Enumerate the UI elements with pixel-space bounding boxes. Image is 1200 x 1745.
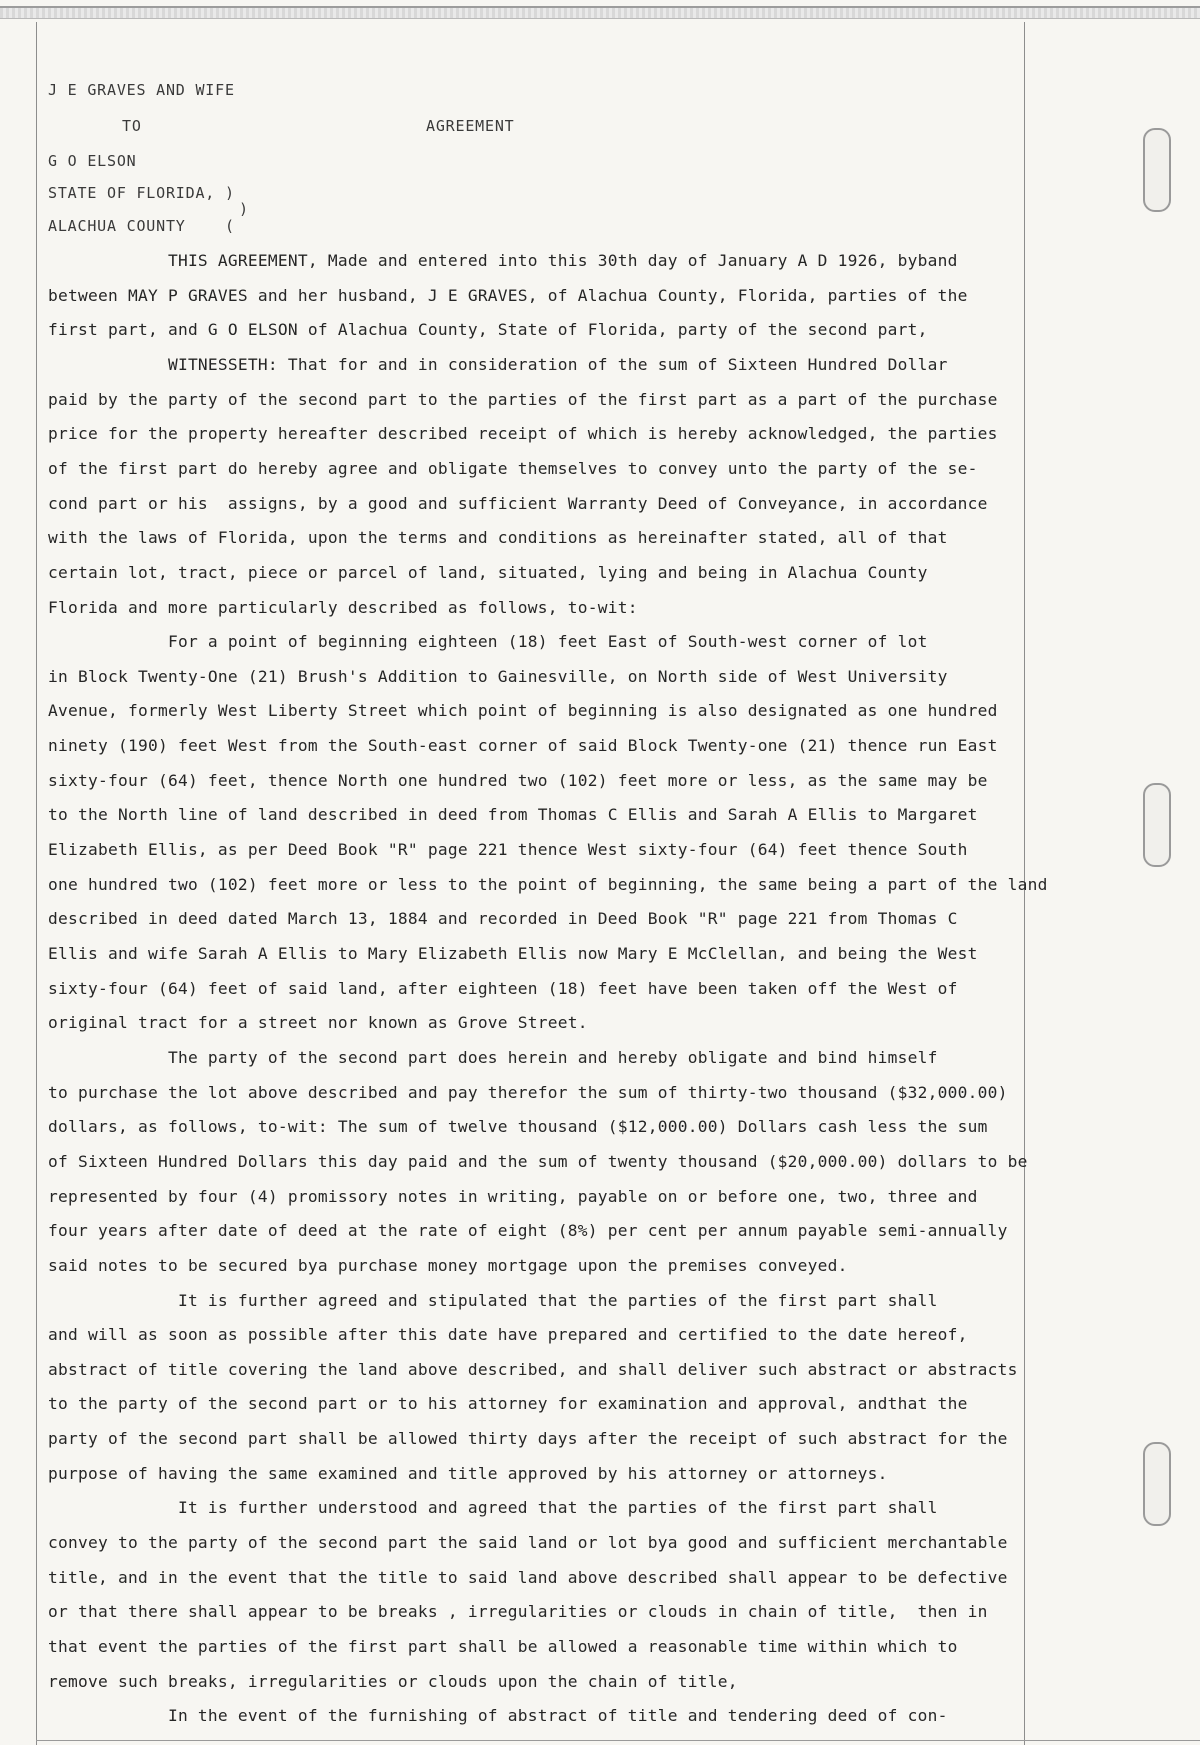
body-line: of Sixteen Hundred Dollars this day paid and the sum of twenty thousand ($20,000.00) dollars to be — [48, 1151, 1028, 1171]
body-line: or that there shall appear to be breaks , irregularities or clouds in chain of title, then in — [48, 1602, 988, 1622]
body-line: cond part or his assigns, by a good and sufficient Warranty Deed of Conveyance, in accordance — [48, 493, 988, 513]
to-word: TO — [122, 117, 142, 135]
body-line: title, and in the event that the title to said land above described shall appear to be defective — [48, 1567, 1008, 1587]
body-line: between MAY P GRAVES and her husband, J E GRAVES, of Alachua County, Florida, parties of the — [48, 285, 968, 305]
body-line: with the laws of Florida, upon the terms and conditions as hereinafter stated, all of that — [48, 528, 948, 548]
left-margin-line — [36, 22, 37, 1745]
body-line: Avenue, formerly West Liberty Street which point of beginning is also designated as one hundred — [48, 701, 998, 721]
binder-hole-middle — [1143, 783, 1171, 867]
body-line: THIS AGREEMENT, Made and entered into this 30th day of January A D 1926, byband — [48, 251, 958, 270]
body-line: paid by the party of the second part to the parties of the first part as a part of the purchase — [48, 389, 998, 409]
body-line: that event the parties of the first part shall be allowed a reasonable time within which to — [48, 1637, 958, 1656]
body-line: remove such breaks, irregularities or clouds upon the chain of title, — [48, 1671, 738, 1691]
binder-hole-top — [1143, 128, 1171, 212]
body-line: It is further understood and agreed that the parties of the first part shall — [48, 1498, 938, 1518]
body-line: Elizabeth Ellis, as per Deed Book "R" page 221 thence West sixty-four (64) feet thence South — [48, 840, 968, 860]
body-line: four years after date of deed at the rate of eight (8%) per cent per annum payable semi-annually — [48, 1221, 1008, 1241]
body-line: to the North line of land described in deed from Thomas C Ellis and Sarah A Ellis to Margaret — [48, 805, 978, 825]
body-line: described in deed dated March 13, 1884 and recorded in Deed Book "R" page 221 from Thomas C — [48, 909, 958, 929]
bottom-border — [36, 1740, 1200, 1741]
party-to: G O ELSON — [48, 152, 137, 170]
county-line: ALACHUA COUNTY ( — [48, 217, 235, 235]
top-border — [0, 6, 1200, 19]
body-line: and will as soon as possible after this date have prepared and certified to the date hereof, — [48, 1325, 968, 1345]
body-line: certain lot, tract, piece or parcel of land, situated, lying and being in Alachua County — [48, 562, 928, 582]
body-line: ninety (190) feet West from the South-east corner of said Block Twenty-one (21) thence run East — [48, 736, 998, 756]
body-line: to the party of the second part or to his attorney for examination and approval, andthat the — [48, 1394, 968, 1414]
body-line: In the event of the furnishing of abstract of title and tendering deed of con- — [48, 1706, 948, 1726]
body-line: abstract of title covering the land above described, and shall deliver such abstract or abstracts — [48, 1359, 1018, 1379]
body-line: party of the second part shall be allowed thirty days after the receipt of such abstract for the — [48, 1429, 1008, 1449]
state-line: STATE OF FLORIDA, ) — [48, 184, 235, 202]
document-type: AGREEMENT — [426, 117, 515, 135]
body-line: price for the property hereafter described receipt of which is hereby acknowledged, the parties — [48, 424, 998, 444]
body-line: in Block Twenty-One (21) Brush's Addition to Gainesville, on North side of West University — [48, 666, 948, 686]
body-line: first part, and G O ELSON of Alachua County, State of Florida, party of the second part, — [48, 320, 928, 340]
body-line: Ellis and wife Sarah A Ellis to Mary Elizabeth Ellis now Mary E McClellan, and being the West — [48, 944, 978, 963]
body-line: to purchase the lot above described and pay therefor the sum of thirty-two thousand ($32,000.00) — [48, 1082, 1008, 1102]
body-line: dollars, as follows, to-wit: The sum of twelve thousand ($12,000.00) Dollars cash less the sum — [48, 1117, 988, 1137]
body-line: sixty-four (64) feet of said land, after eighteen (18) feet have been taken off the West of — [48, 978, 958, 998]
body-line: The party of the second part does herein and hereby obligate and bind himself — [48, 1047, 938, 1067]
body-line: represented by four (4) promissory notes in writing, payable on or before one, two, three and — [48, 1186, 978, 1206]
body-line: For a point of beginning eighteen (18) feet East of South-west corner of lot — [48, 632, 928, 652]
body-line: one hundred two (102) feet more or less to the point of beginning, the same being a part of the land — [48, 874, 1048, 894]
body-line: sixty-four (64) feet, thence North one hundred two (102) feet more or less, as the same may be — [48, 770, 988, 790]
body-line: purpose of having the same examined and title approved by his attorney or attorneys. — [48, 1463, 888, 1483]
body-line: of the first part do hereby agree and obligate themselves to convey unto the party of the se- — [48, 458, 978, 478]
body-line: WITNESSETH: That for and in consideration of the sum of Sixteen Hundred Dollar — [48, 354, 948, 374]
body-line: Florida and more particularly described as follows, to-wit: — [48, 597, 638, 617]
bracket-paren: ) — [239, 200, 249, 218]
body-line: It is further agreed and stipulated that the parties of the first part shall — [48, 1290, 938, 1310]
party-from: J E GRAVES AND WIFE — [48, 81, 235, 99]
body-line: convey to the party of the second part the said land or lot bya good and sufficient merchantable — [48, 1533, 1008, 1553]
binder-hole-bottom — [1143, 1442, 1171, 1526]
body-line: said notes to be secured bya purchase money mortgage upon the premises conveyed. — [48, 1255, 848, 1275]
body-line: original tract for a street nor known as Grove Street. — [48, 1013, 588, 1033]
